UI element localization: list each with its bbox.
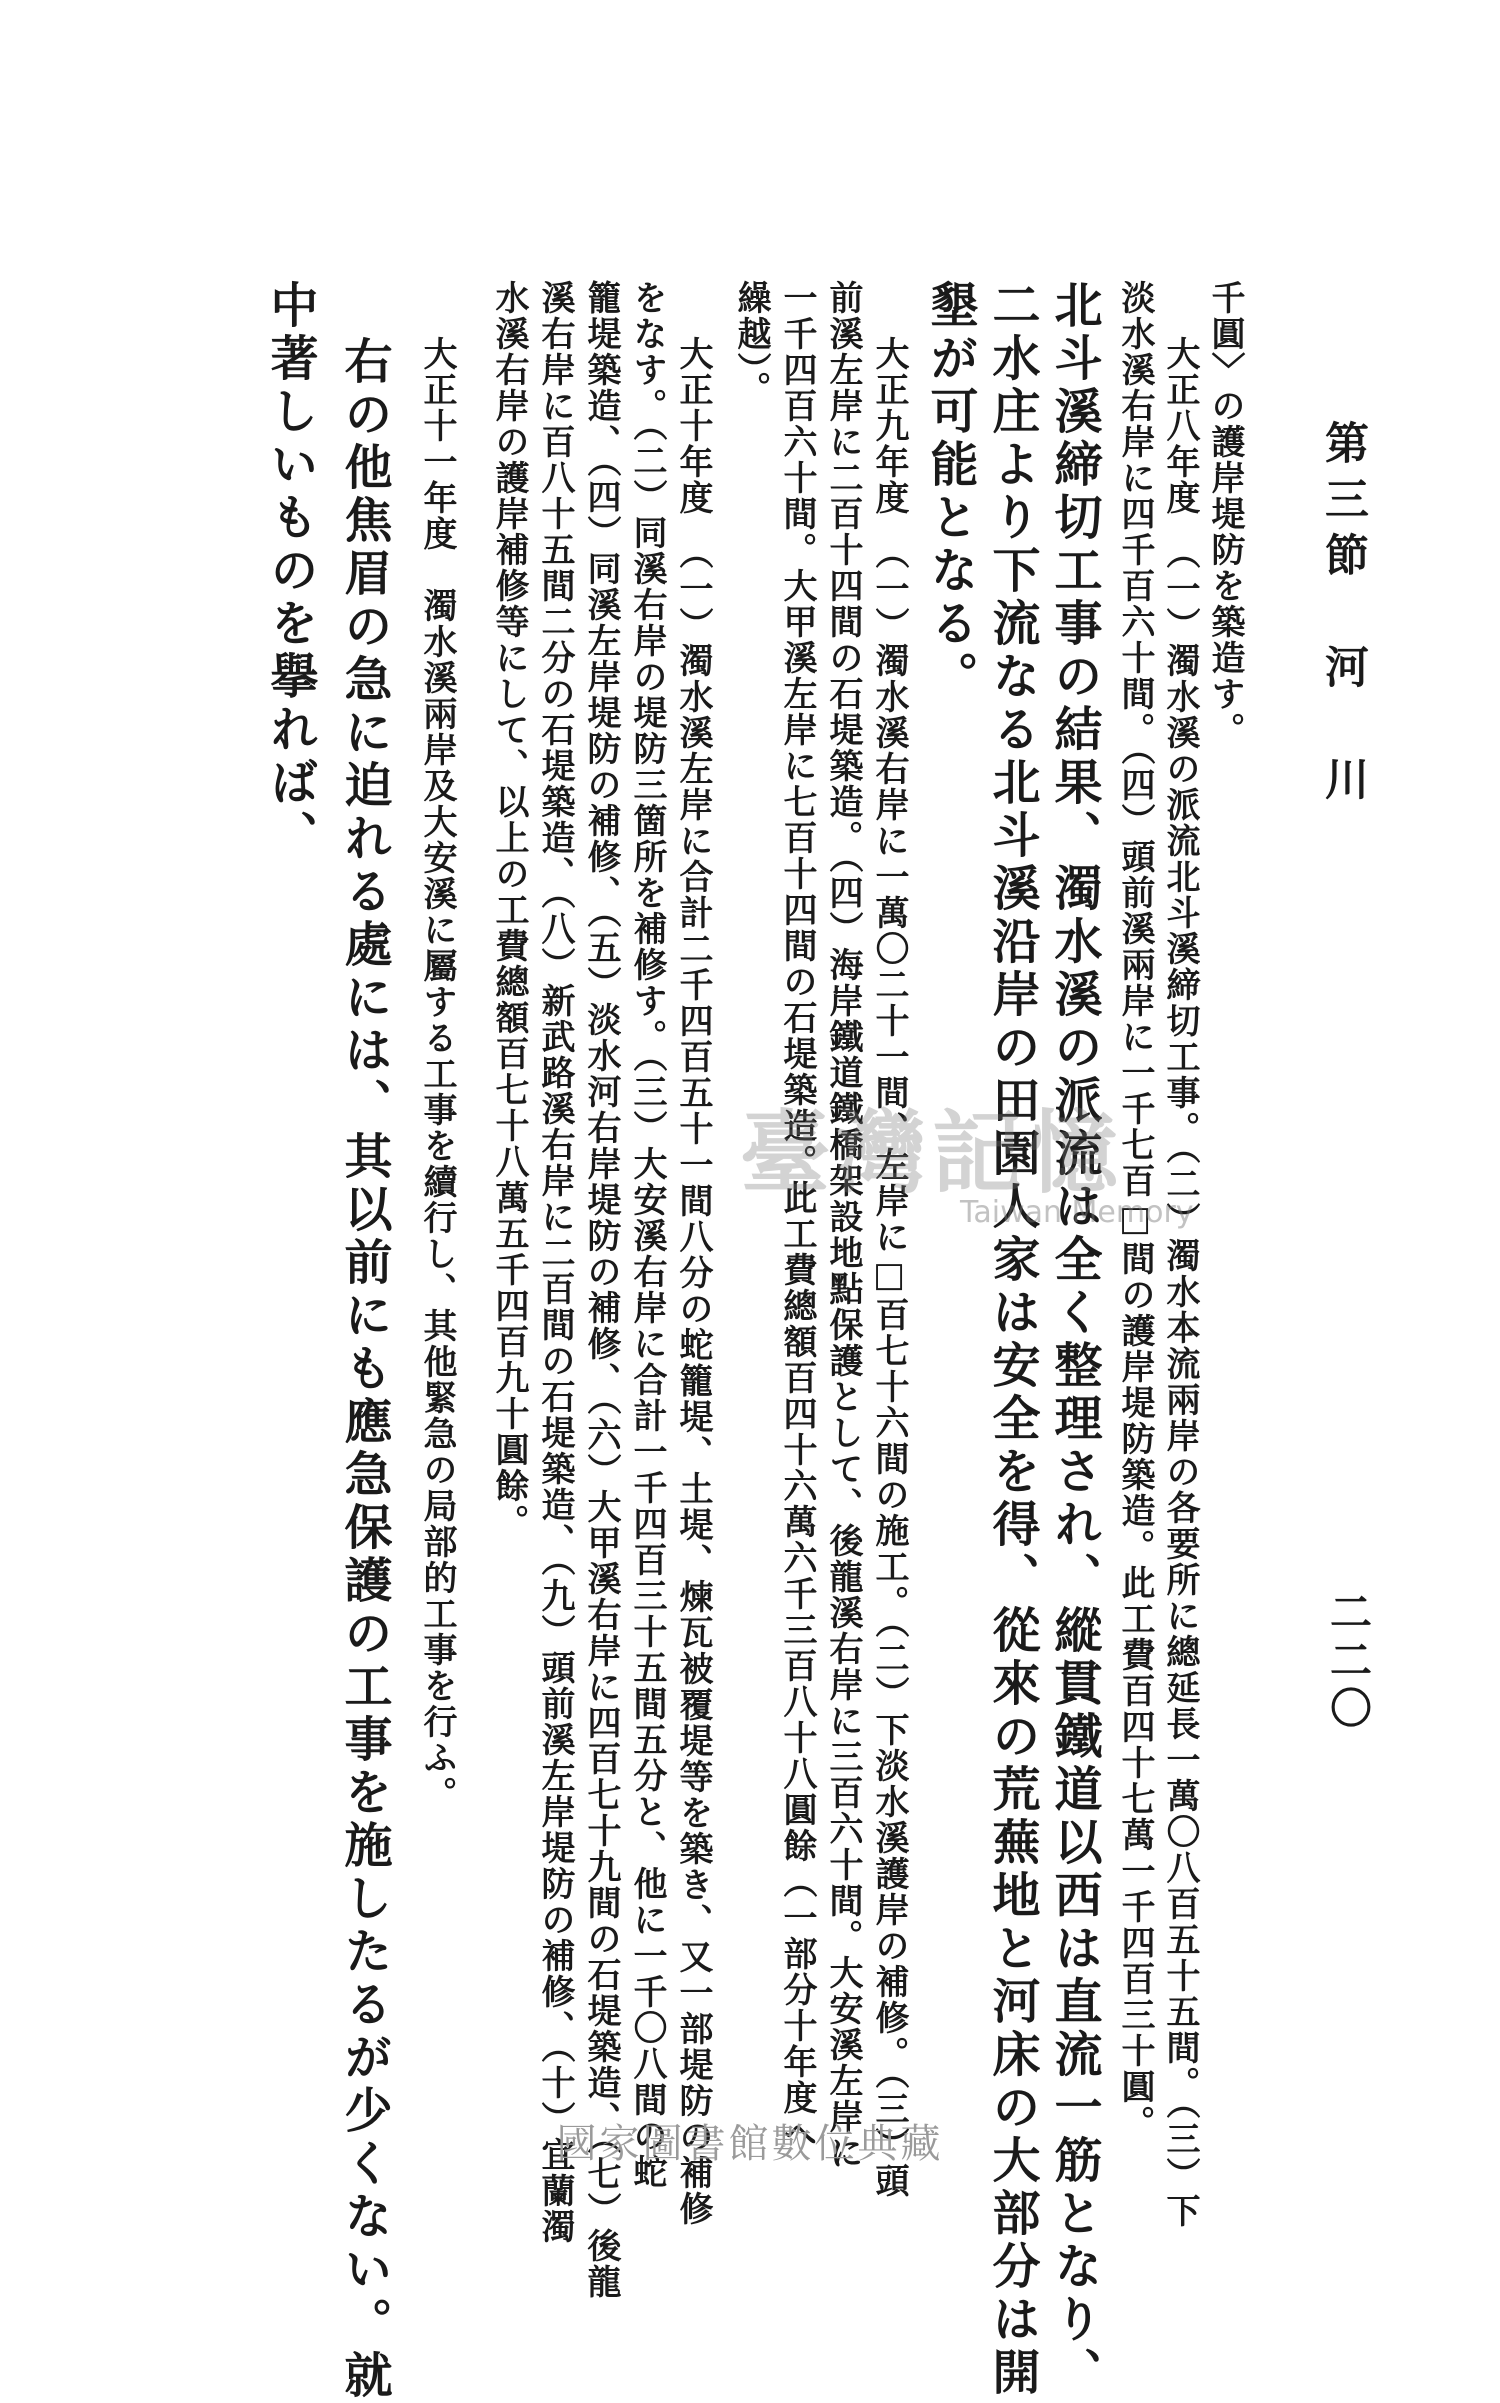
watermark-subtitle: Taiwan Memory xyxy=(960,1195,1194,1230)
text-column: 前溪左岸に二百十四間の石堤築造。（四）海岸鐵道鐵橋架設地點保護として、後龍溪右岸に三百六十間。大安溪左岸に xyxy=(823,280,863,2171)
page-number: 二二〇 xyxy=(1324,1590,1373,1734)
text-column: 繰越）。 xyxy=(731,280,771,407)
text-column: 墾が可能となる。 xyxy=(922,280,978,704)
text-column: 中著しいものを擧れば、 xyxy=(262,280,318,863)
text-column: 籠堤築造、（四）同溪左岸堤防の補修、（五）淡水河右岸堤防の補修、（六）大甲溪右岸に四百七十九間の石堤築造、（七）後龍 xyxy=(581,280,621,2300)
text-column: 北斗溪締切工事の結果、濁水溪の派流は全く整理され、縱貫鐵道以西は直流一筋となり、 xyxy=(1046,280,1102,2400)
text-column: 大正八年度 （一）濁水溪の派流北斗溪締切工事。（二）濁水本流兩岸の各要所に總延長一萬〇八百五十五間。（三）下 xyxy=(1160,336,1200,2229)
text-column: 二水庄より下流なる北斗溪沿岸の田園人家は安全を得、從來の荒蕪地と河床の大部分は開 xyxy=(984,280,1040,2400)
watermark-logo: 臺灣記憶 xyxy=(740,1101,1124,1206)
text-column: 大正十年度 （一）濁水溪左岸に合計二千四百五十一間八分の蛇籠堤、土堤、煉瓦被覆堤等を築き、又一部堤防の補修 xyxy=(673,336,713,2227)
text-column: 一千四百六十間。大甲溪左岸に七百十四間の石堤築造。此工費總額百四十六萬六千三百八十八圓餘（一部分十年度へ xyxy=(777,280,817,2152)
text-column: 大正十一年度 濁水溪兩岸及大安溪に屬する工事を續行し、其他緊急の局部的工事を行ふ。 xyxy=(417,336,457,1812)
text-column: 右の他焦眉の急に迫れる處には、其以前にも應急保護の工事を施したるが少くない。就 xyxy=(336,336,392,2403)
text-column: 淡水溪右岸に四千百六十間。（四）頭前溪兩岸に一千七百□間の護岸堤防築造。此工費百四十七萬一千四百三十圓。 xyxy=(1115,280,1155,2141)
footer-credit: 國家圖書館數位典藏 xyxy=(556,2121,944,2167)
text-column: をなす。（二）同溪右岸の堤防三箇所を補修す。（三）大安溪右岸に合計一千四百三十五間五分と、他に一千〇八間の蛇 xyxy=(627,280,667,2190)
section-header: 第三節 河 川 xyxy=(1317,420,1368,812)
text-column: 千圓〉の護岸堤防を築造す。 xyxy=(1205,280,1245,748)
text-column: 溪右岸に百八十五間二分の石堤築造、（八）新武路溪右岸に二百間の石堤築造、（九）頭前溪左岸堤防の補修、（十）宜蘭濁 xyxy=(535,280,575,2245)
text-column: 大正九年度 （一）濁水溪右岸に一萬〇二十一間、左岸に□百七十六間の施工。（二）下淡水溪護岸の補修。（三）頭 xyxy=(869,336,909,2199)
text-column: 水溪右岸の護岸補修等にして、以上の工費總額百七十八萬五千四百九十圓餘。 xyxy=(489,280,529,1540)
